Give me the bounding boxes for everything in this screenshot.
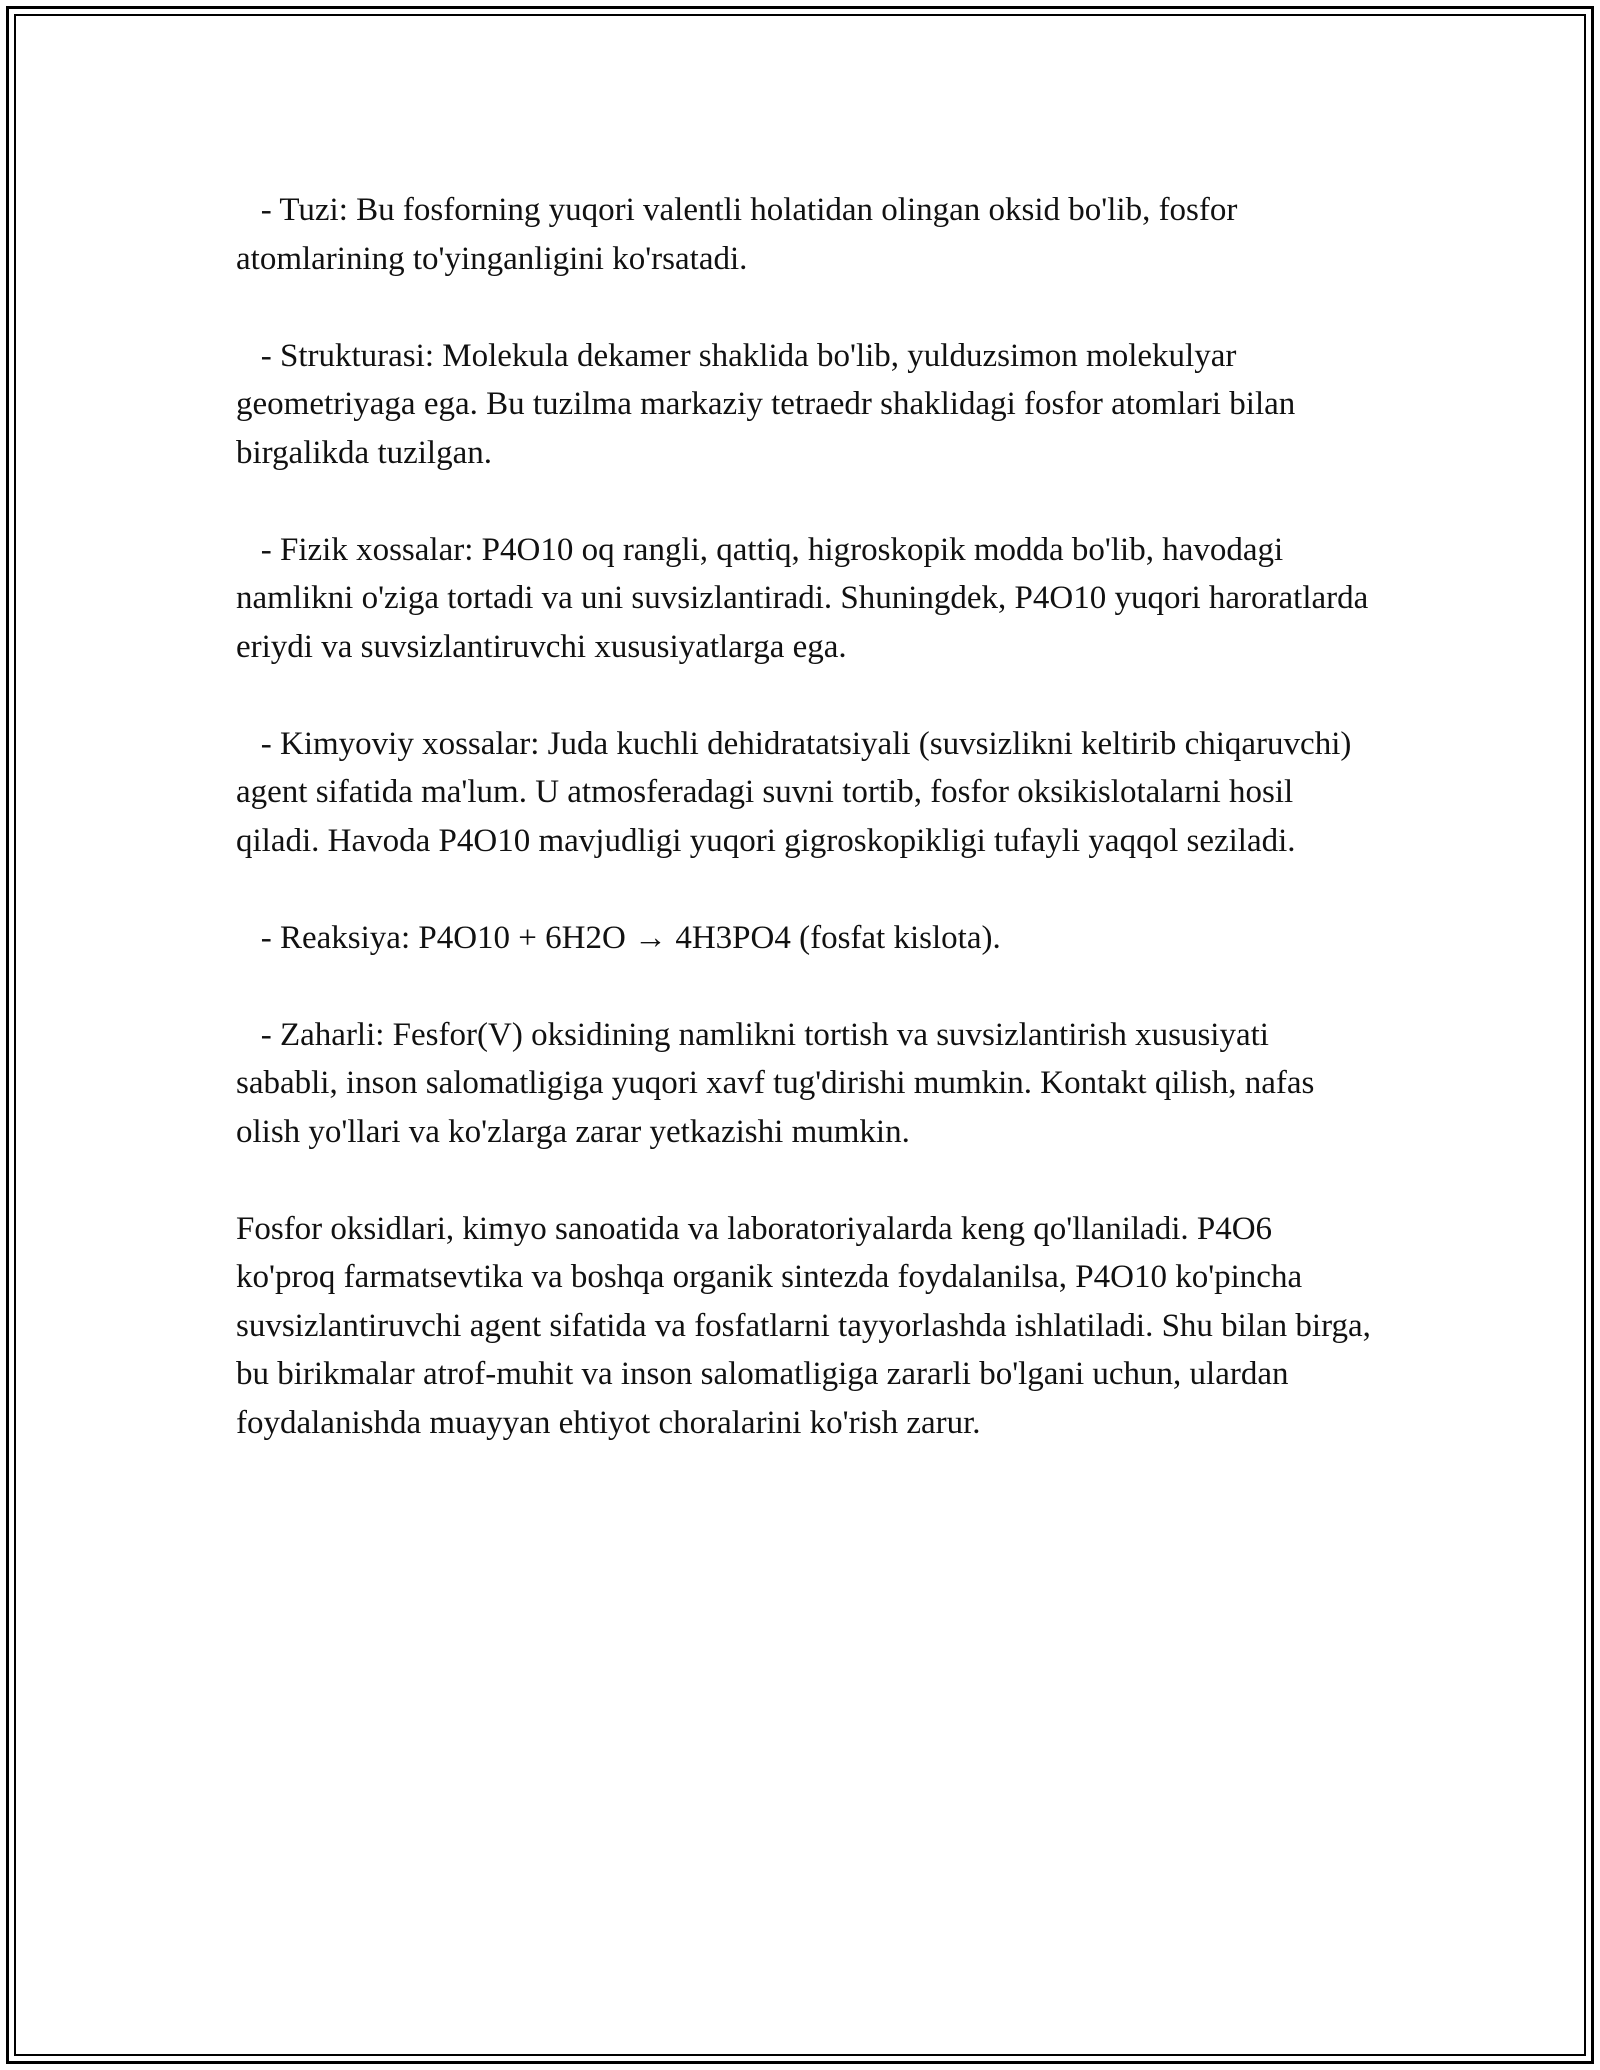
paragraph-reaksiya: - Reaksiya: P4O10 + 6H2O → 4H3PO4 (fosfat kislota). [236,919,1001,956]
paragraph-strukturasi: - Strukturasi: Molekula dekamer shaklida bo'lib, yulduzsimon molekulyar geometriyaga ega. Bu tuzilma markaziy tetraedr shaklidagi fosfor atomlari bilan birgalikda tuzilgan. [236,337,1304,471]
paragraph-conclusion: Fosfor oksidlari, kimyo sanoatida va laboratoriyalarda keng qo'llaniladi. P4O6 ko'proq farmatsevtika va boshqa organik sintezda foydalanilsa, P4O10 ko'pincha suvsizlantiruvchi agent sifatida va fosfatlarni tayyorlashda ishlatiladi. Shu bilan birga, bu birikmalar atrof-muhit va inson salomatligiga zararli bo'lgani uchun, ulardan foydalanishda muayyan ehtiyot choralarini ko'rish zarur. [236,1210,1380,1441]
paragraph-kimyoviy-xossalar: - Kimyoviy xossalar: Juda kuchli dehidratatsiyali (suvsizlikni keltirib chiqaruvchi) agent sifatida ma'lum. U atmosferadagi suvni tortib, fosfor oksikislotalarni hosil qiladi. Havoda P4O10 mavjudligi yuqori gigroskopikligi tufayli yaqqol seziladi. [236,725,1360,859]
paragraph-tuzi: - Tuzi: Bu fosforning yuqori valentli holatidan olingan oksid bo'lib, fosfor atomlarining to'yinganligini ko'rsatadi. [236,192,1246,277]
paragraph-zaharli: - Zaharli: Fesfor(V) oksidining namlikni tortish va suvsizlantirish xususiyati sababli, inson salomatligiga yuqori xavf tug'dirishi mumkin. Kontakt qilish, nafas olish yo'llari va ko'zlarga zarar yetkazishi mumkin. [236,1016,1323,1150]
paragraph-fizik-xossalar: - Fizik xossalar: P4O10 oq rangli, qattiq, higroskopik modda bo'lib, havodagi namlikni o'ziga tortadi va uni suvsizlantiradi. Shuningdek, P4O10 yuqori haroratlarda eriydi va suvsizlantiruvchi xususiyatlarga ega. [236,531,1377,665]
document-body [236,186,1380,1496]
